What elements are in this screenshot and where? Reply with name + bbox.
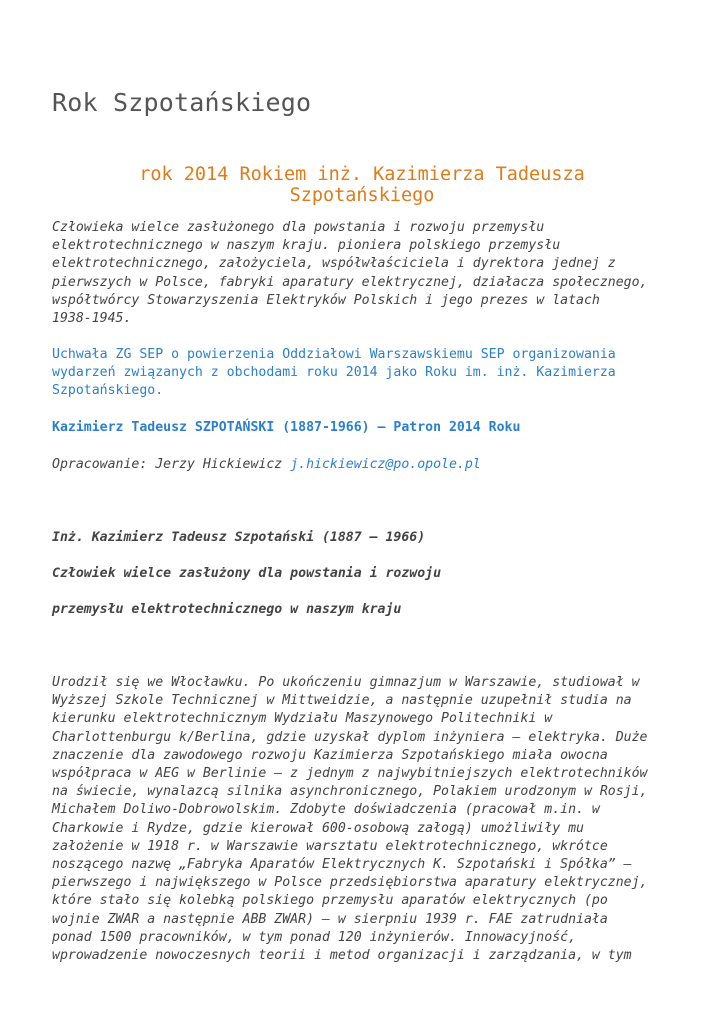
bio-line: Urodził się we Włocławku. Po ukończeniu gimnazjum w Warszawie, studiował w xyxy=(52,675,640,690)
bio-tagline-text: przemysłu elektrotechnicznego w naszym kraju xyxy=(52,602,402,617)
article-heading xyxy=(52,164,672,206)
bio-line: Michałem Doliwo-Dobrowolskim. Zdobyte doświadczenia (pracował m.in. w xyxy=(52,802,600,818)
bio-line: Wyższej Szkole Technicznej w Mittweidzie, a następnie uzupełnił studia na xyxy=(52,693,632,709)
article-heading-line-2: Szpotańskiego xyxy=(289,185,435,206)
bio-line: pierwszego i największego w Polsce przedsiębiorstwa aparatury elektrycznej, xyxy=(52,875,648,891)
patron-link[interactable] xyxy=(52,419,674,437)
resolution-link[interactable] xyxy=(52,346,674,401)
intro-line: współtwórcy Stowarzyszenia Elektryków Polskich i jego prezes w latach xyxy=(52,292,600,308)
bio-line: założenie w 1918 r. w Warszawie warsztatu elektrotechnicznego, wkrótce xyxy=(52,838,608,854)
bio-tagline-text: Człowiek wielce zasłużony dla powstania i rozwoju xyxy=(52,566,442,581)
bio-line: które stało się kolebką polskiego przemysłu aparatów elektrycznych (po xyxy=(52,893,608,909)
bio-line: wprowadzenie nowoczesnych teorii i metod organizacji i zarządzania, w tym xyxy=(52,948,632,964)
patron-link-text[interactable]: Kazimierz Tadeusz SZPOTAŃSKI (1887-1966) – Patron 2014 Roku xyxy=(52,420,521,435)
bio-line: Charlottenburgu k/Berlina, gdzie uzyskał dyplom inżyniera – elektryka. Duże xyxy=(52,729,648,745)
page-title: Rok Szpotańskiego xyxy=(52,88,312,117)
article-heading-line-1: rok 2014 Rokiem inż. Kazimierza Tadeusza xyxy=(139,164,585,185)
resolution-link-line[interactable]: Uchwała ZG SEP o powierzenia Oddziałowi Warszawskiemu SEP organizowania xyxy=(52,347,616,362)
bio-tagline-2 xyxy=(52,601,674,619)
bio-subtitle-text: Inż. Kazimierz Tadeusz Szpotański (1887 – 1966) xyxy=(52,530,426,545)
author-label: Opracowanie: Jerzy Hickiewicz xyxy=(52,457,291,472)
author-line xyxy=(52,456,674,474)
resolution-link-line[interactable]: Szpotańskiego. xyxy=(52,383,164,399)
bio-tagline-1 xyxy=(52,565,674,583)
bio-line: noszącego nazwę „Fabryka Aparatów Elektrycznych K. Szpotański i Spółka” – xyxy=(52,857,632,873)
intro-line: pierwszych w Polsce, fabryki aparatury elektrycznej, działacza społecznego, xyxy=(52,274,648,290)
bio-line: ponad 1500 pracowników, w tym ponad 120 inżynierów. Innowacyjność, xyxy=(52,929,577,945)
intro-line: Człowieka wielce zasłużonego dla powstania i rozwoju przemysłu xyxy=(52,220,545,235)
biography-paragraph xyxy=(52,674,674,965)
bio-line: na świecie, wynalazcą silnika asynchronicznego, Polakiem urodzonym w Rosji, xyxy=(52,784,648,800)
bio-line: wojnie ZWAR a następnie ABB ZWAR) – w sierpniu 1939 r. FAE zatrudniała xyxy=(52,911,608,927)
intro-line: elektrotechnicznego w naszym kraju. pioniera polskiego przemysłu xyxy=(52,238,561,254)
bio-line: kierunku elektrotechnicznym Wydziału Maszynowego Politechniki w xyxy=(52,711,553,727)
intro-line: elektrotechnicznego, założyciela, współwłaściciela i dyrektora jednej z xyxy=(52,256,616,272)
bio-subtitle xyxy=(52,529,674,547)
intro-line: 1938-1945. xyxy=(52,311,132,327)
intro-paragraph xyxy=(52,219,674,328)
bio-line: Charkowie i Rydze, gdzie kierował 600-osobową załogą) umożliwiły mu xyxy=(52,820,584,836)
resolution-link-line[interactable]: wydarzeń związanych z obchodami roku 2014 jako Roku im. inż. Kazimierza xyxy=(52,365,616,381)
author-email-link[interactable]: j.hickiewicz@po.opole.pl xyxy=(290,457,481,472)
bio-line: znaczenie dla zawodowego rozwoju Kazimierza Szpotańskiego miała owocna xyxy=(52,747,608,763)
bio-line: współpraca w AEG w Berlinie – z jednym z najwybitniejszych elektrotechników xyxy=(52,766,648,782)
